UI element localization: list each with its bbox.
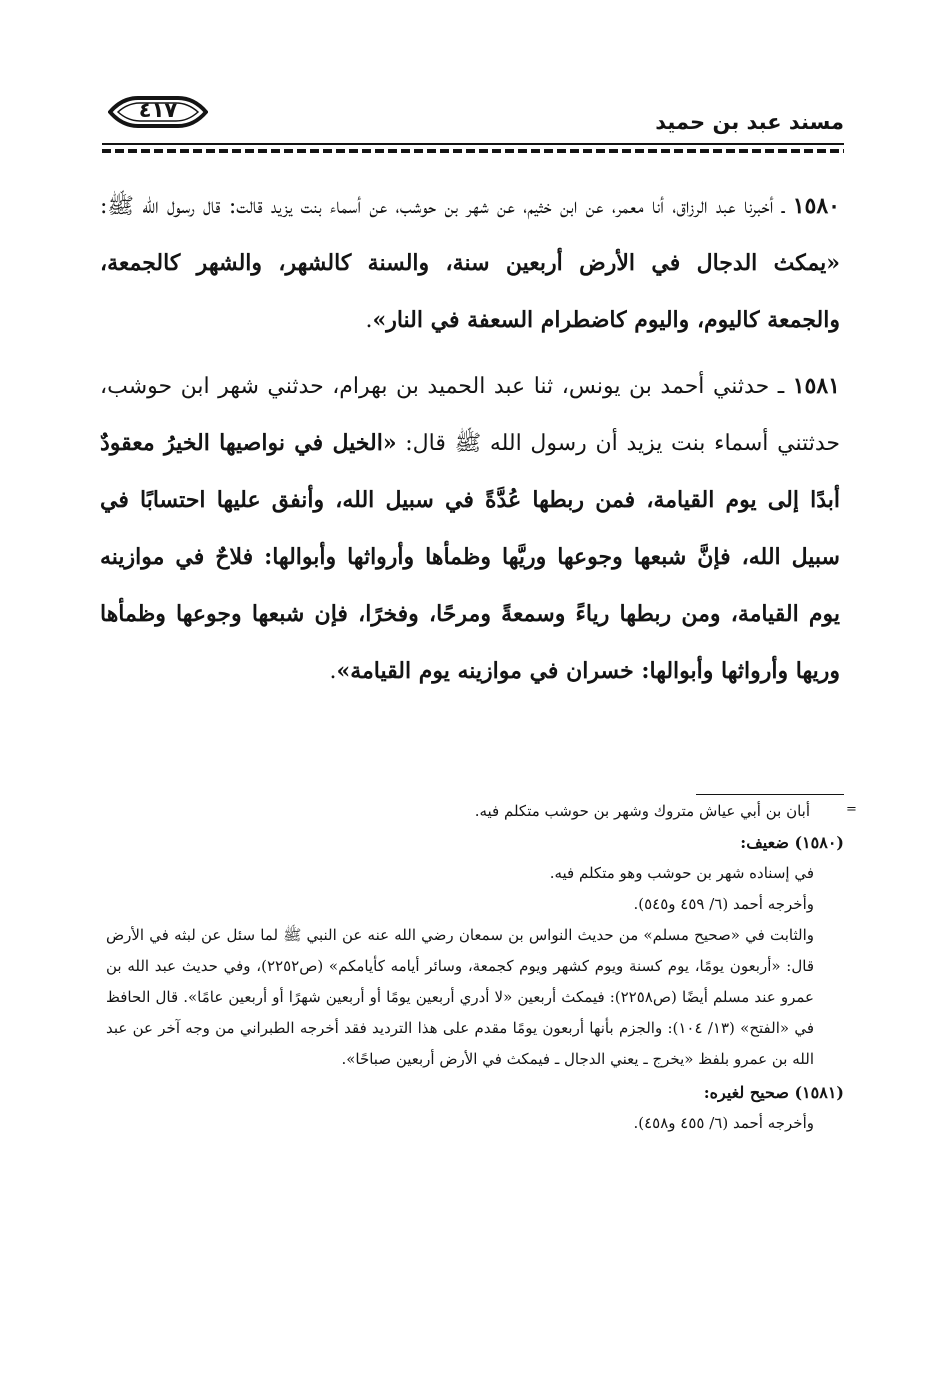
- footnote-body: [106, 1108, 814, 1139]
- footnote-separator: [696, 794, 844, 795]
- hadith-end: .: [365, 308, 373, 333]
- hadith-text: «يمكث الدجال في الأرض أربعين سنة، والسنة كالشهر، والشهر كالجمعة، والجمعة كاليوم، واليوم كاضطرام السعفة في النار»: [100, 250, 840, 333]
- header-dashed-rule: [102, 149, 844, 153]
- page-number: ٤١٧: [138, 98, 178, 122]
- hadith-1581: [100, 358, 840, 700]
- hadith-chain: ـ أخبرنا عبد الرزاق، أنا معمر، عن ابن خثيم، عن شهر بن حوشب، عن أسماء بنت يزيد قالت: قال رسول الله ﷺ:: [100, 194, 793, 219]
- hadith-number: ١٥٨٠: [792, 193, 840, 219]
- footnote-line: وأخرجه أحمد (٦/ ٤٥٩ و٥٤٥).: [633, 895, 814, 913]
- page-header: [100, 92, 844, 144]
- footnote-body: [106, 858, 814, 1075]
- page-number-badge: [108, 94, 208, 130]
- footnote-line: في إسناده شهر بن حوشب وهو متكلم فيه.: [549, 864, 814, 882]
- footnote-1580: [100, 827, 844, 1075]
- hadith-text: «الخيل في نواصيها الخيرُ معقودٌ أبدًا إلى يوم القيامة، فمن ربطها عُدَّةً في سبيل الله، وأنفق عليها احتسابًا في سبيل الله، فإنَّ شبعها وجوعها وريَّها وظمأها وأرواثها وأبوالها: فلاحٌ في موازينه يوم القيامة، ومن ربطها رياءً وسمعةً ومرحًا، وفخرًا، فإن شبعها وجوعها وظمأها وريها وأرواثها وأبوالها: خسران في موازينه يوم القيامة»: [100, 430, 840, 684]
- footnote-heading: (١٥٨٠) ضعيف:: [740, 833, 844, 852]
- hadith-end: .: [329, 659, 337, 684]
- footnote-continuation-mark: =: [846, 802, 857, 817]
- footnote-1581: [100, 1077, 844, 1139]
- footnote-continuation: أبان بن أبي عياش متروك وشهر بن حوشب متكلم فيه.: [474, 802, 810, 820]
- footnote-line: وأخرجه أحمد (٦/ ٤٥٥ و٤٥٨).: [633, 1114, 814, 1132]
- book-title: مسند عبد بن حميد: [655, 110, 844, 134]
- footnotes: [100, 796, 844, 1139]
- hadith-chain: ـ حدثني أحمد بن يونس، ثنا عبد الحميد بن بهرام، حدثني شهر ابن حوشب، حدثتني أسماء بنت يزيد أن رسول الله ﷺ قال:: [100, 374, 840, 456]
- header-rule: [102, 143, 844, 145]
- footnote-heading: (١٥٨١) صحيح لغيره:: [703, 1083, 844, 1102]
- footnote-line: والثابت في «صحيح مسلم» من حديث النواس بن سمعان رضي الله عنه عن النبي ﷺ لما سئل عن لبثه في الأرض قال: «أربعون يومًا، يوم كسنة ويوم كشهر ويوم كجمعة، وسائر أيامه كأيامكم» (ص٢٢٥٢)، وفي حديث عبد الله بن عمرو عند مسلم أيضًا (ص٢٢٥٨): فيمكث أربعين «لا أدري أربعين يومًا أو أربعين شهرًا أو أربعين عامًا». قال الحافظ في «الفتح» (١٣/ ١٠٤): والجزم بأنها أربعون يومًا مقدم على هذا الترديد فقد أخرجه الطبراني من وجه آخر عن عبد الله بن عمرو بلفظ «يخرج ـ يعني الدجال ـ فيمكث في الأرض أربعين صباحًا».: [106, 926, 814, 1068]
- hadith-number: ١٥٨١: [792, 373, 840, 399]
- main-text: [100, 178, 840, 709]
- hadith-1580: [100, 178, 840, 349]
